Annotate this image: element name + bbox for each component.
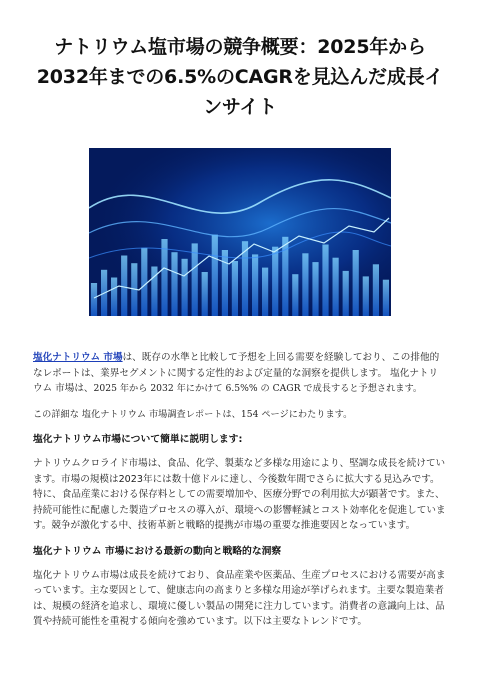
- document-title: ナトリウム塩市場の競争概要：2025年から2032年までの6.5%のCAGRを見込んだ成長インサイト: [36, 36, 444, 118]
- hero-bar: [121, 256, 127, 317]
- hero-bar: [272, 247, 278, 316]
- hero-bar: [373, 264, 379, 316]
- intro-paragraph: 塩化ナトリウム 市場は、既存の水準と比較して予想を上回る需要を経験しており、この排他的なレポートは、業界セグメントに関する定性的および定量的な洞察を提供します。 塩化ナトリウム 市場は、2025 年から 2032 年にかけて 6.5%% の CAGR で成長すると予想されます。: [33, 352, 440, 394]
- hero-bar: [232, 261, 238, 316]
- hero-bar: [111, 278, 117, 317]
- report-pages-paragraph: この詳細な 塩化ナトリウム 市場調査レポートは、154 ページにわたります。: [33, 408, 353, 420]
- hero-bar: [353, 250, 359, 316]
- section-1-heading: 塩化ナトリウム市場について簡単に説明します:: [33, 434, 243, 445]
- hero-bar: [161, 239, 167, 316]
- market-link[interactable]: 塩化ナトリウム 市場: [33, 352, 123, 363]
- hero-bar: [202, 272, 208, 316]
- hero-bar: [141, 248, 147, 316]
- hero-bar: [312, 262, 318, 316]
- hero-bar: [171, 252, 177, 316]
- document-body: [33, 350, 447, 640]
- hero-bar: [302, 253, 308, 316]
- hero-bar: [363, 276, 369, 316]
- hero-image: [89, 148, 391, 316]
- hero-bar: [262, 268, 268, 316]
- hero-bar: [192, 243, 198, 316]
- hero-bar: [212, 235, 218, 316]
- hero-bar: [222, 250, 228, 316]
- hero-bar: [322, 245, 328, 317]
- hero-chart-graphic: [89, 148, 391, 316]
- section-1-body: ナトリウムクロライド市場は、食品、化学、製薬など多様な用途により、堅調な成長を続けています。市場の規模は2023年には数十億ドルに達し、今後数年間でさらに拡大する見込みです。特に、食品産業における保存料としての需要増加や、医療分野での利用拡大が顕著です。また、持続可能性に配慮した製造プロセスの導入が、環境への影響軽減とコスト効率化を促進しています。競争が激化する中、技術革新と戦略的提携が市場の重要な推進要因となっています。: [33, 458, 446, 531]
- hero-bar: [182, 259, 188, 316]
- hero-bar: [292, 274, 298, 316]
- section-2-body: 塩化ナトリウム市場は成長を続けており、食品産業や医薬品、生産プロセスにおける需要が高まっています。主な要因として、健康志向の高まりと多様な用途が挙げられます。主要な製造業者は、規模の経済を追求し、環境に優しい製品の開発に注力しています。消費者の意識向上は、品質や持続可能性を重視する傾向を強めています。以下は主要なトレンドです。: [33, 569, 446, 627]
- hero-bar: [252, 254, 258, 316]
- hero-bar: [383, 280, 389, 316]
- hero-bar: [333, 258, 339, 316]
- section-2-heading: 塩化ナトリウム 市場における最新の動向と戦略的な洞察: [33, 545, 282, 557]
- hero-bar: [91, 283, 97, 316]
- hero-bar: [343, 271, 349, 316]
